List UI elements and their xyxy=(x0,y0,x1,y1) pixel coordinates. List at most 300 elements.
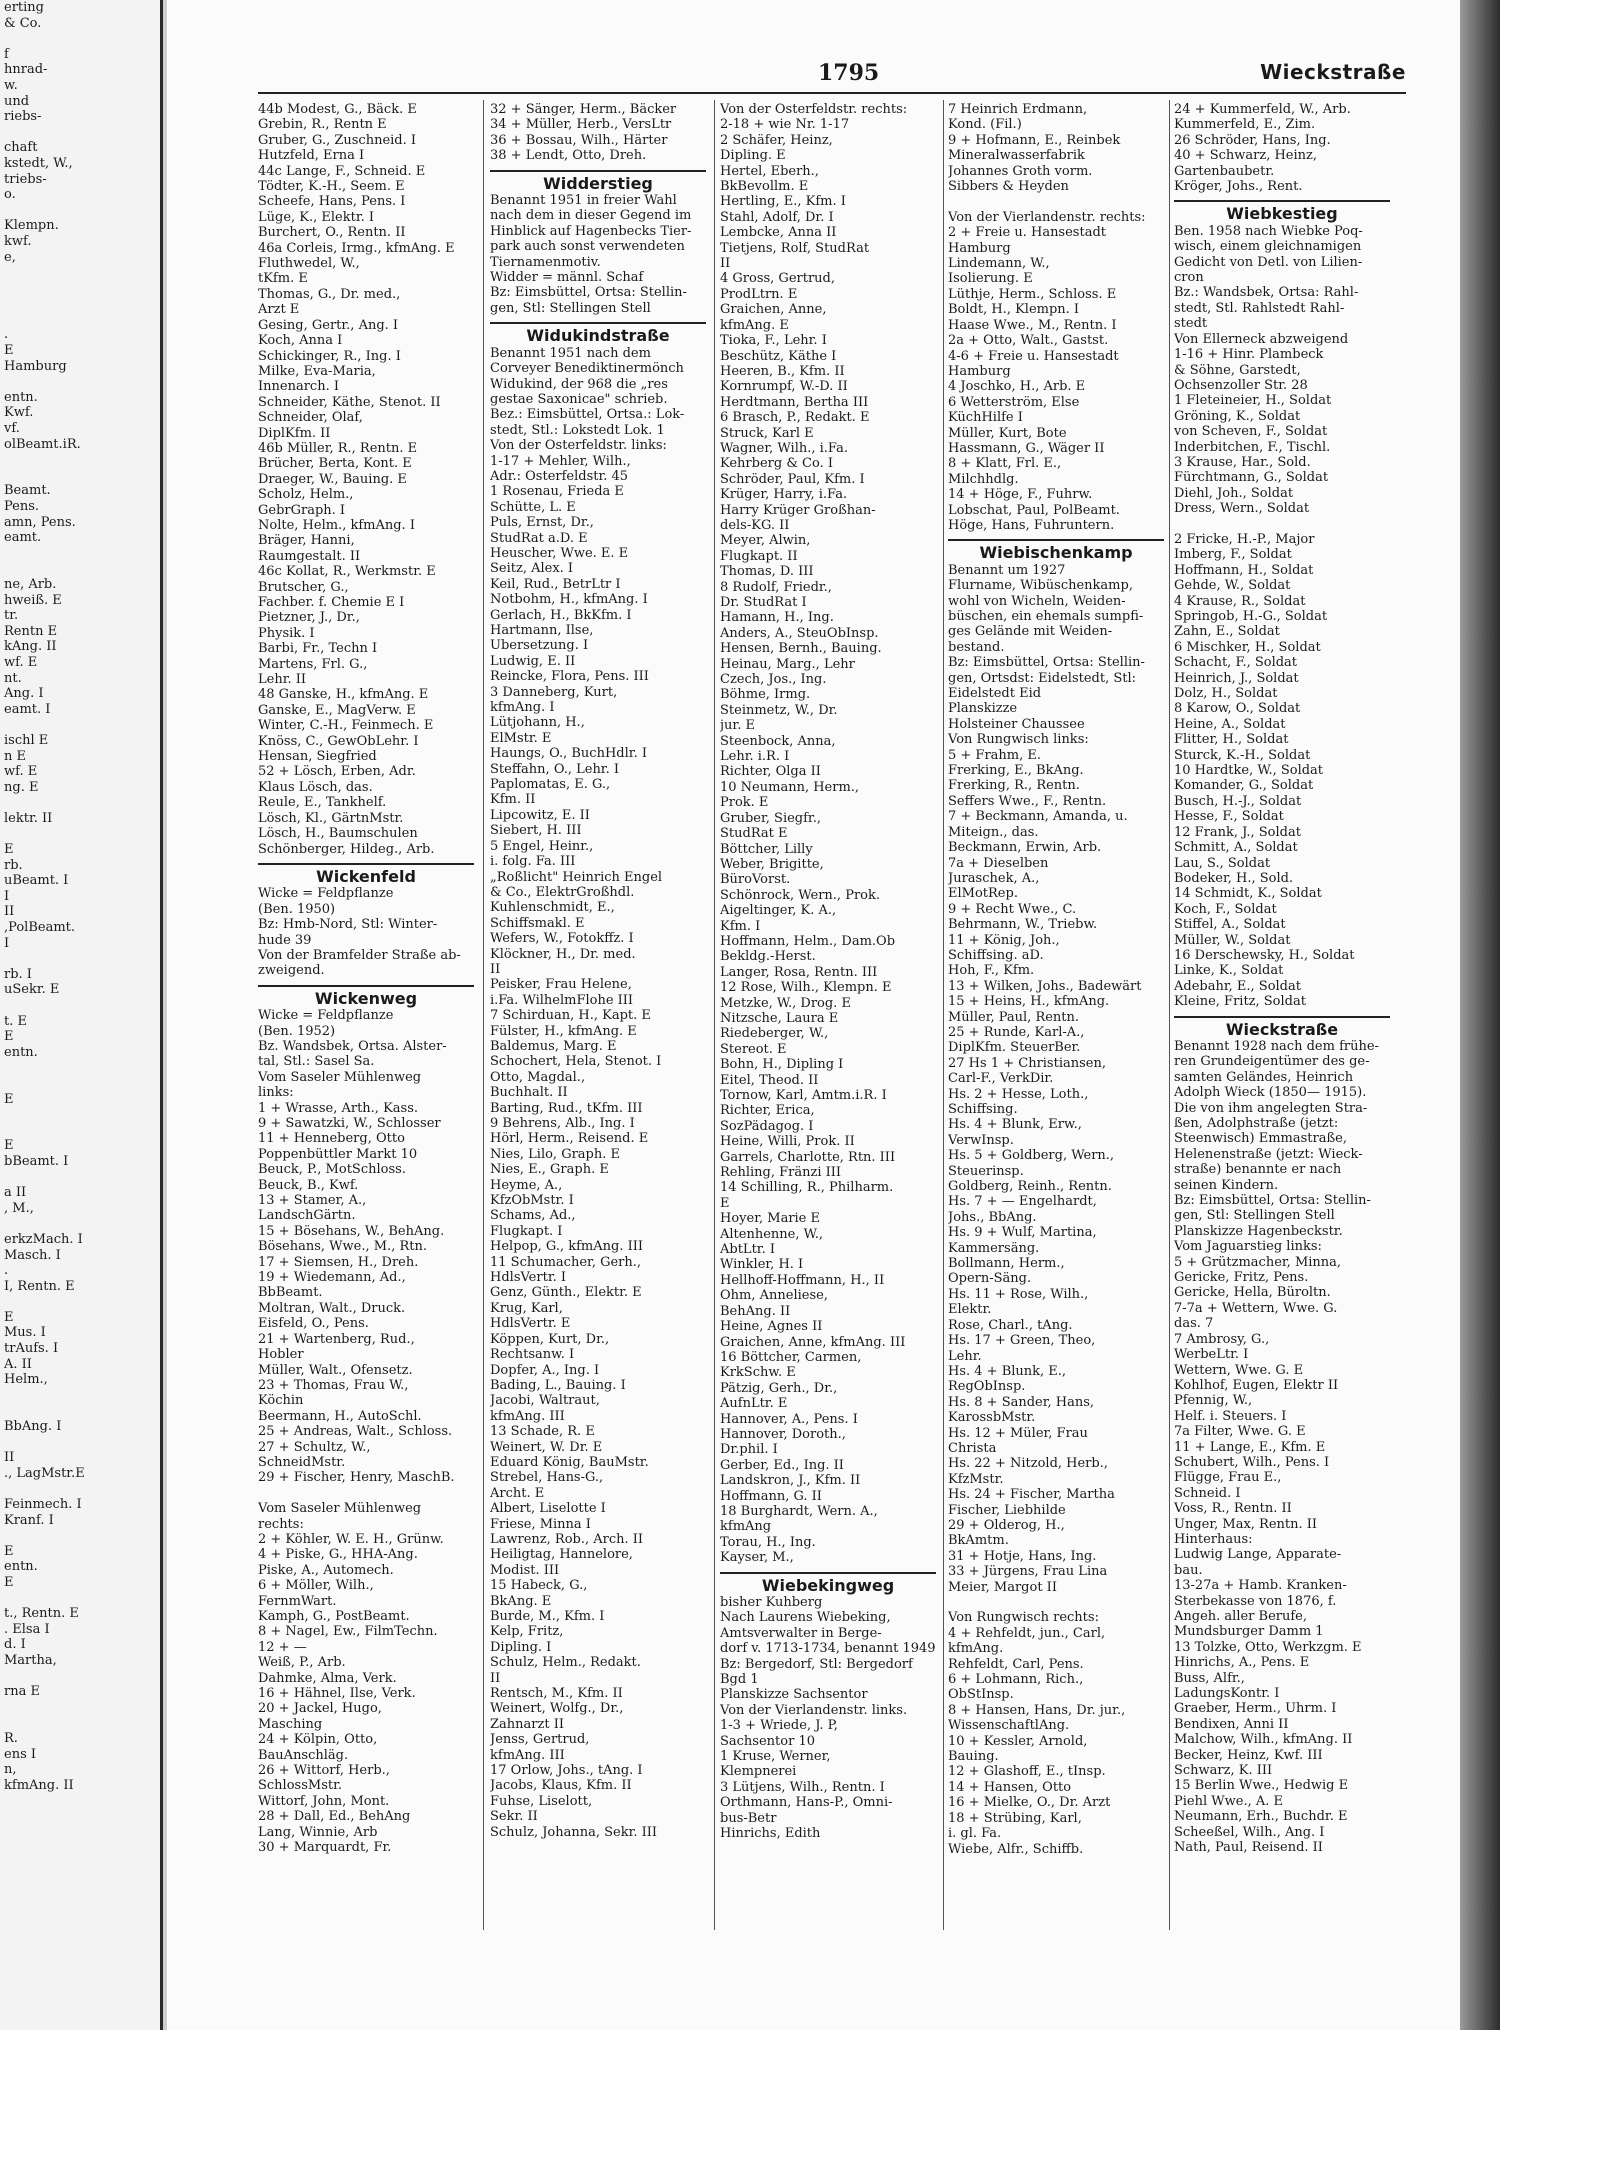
directory-entry: Reincke, Flora, Pens. III xyxy=(490,669,649,685)
directory-entry: 52 + Lösch, Erben, Adr. xyxy=(258,764,416,780)
directory-entry: Lüge, K., Elektr. I xyxy=(258,209,375,225)
directory-entry: 14 Schmidt, K., Soldat xyxy=(1174,886,1322,902)
directory-entry: Bohn, H., Dipling I xyxy=(720,1057,844,1073)
column-divider xyxy=(943,100,944,1930)
directory-entry: Von der Osterfeldstr. links: xyxy=(490,438,667,454)
directory-entry: 46b Müller, R., Rentn. E xyxy=(258,440,418,456)
directory-entry: Von der Bramfelder Straße ab- xyxy=(258,947,461,963)
directory-entry: Voss, R., Rentn. II xyxy=(1174,1501,1292,1517)
directory-entry: Müller, W., Soldat xyxy=(1174,932,1291,948)
margin-fragment xyxy=(0,452,160,468)
directory-entry: Eduard König, BauMstr. xyxy=(490,1454,649,1470)
directory-entry: tal, Stl.: Sasel Sa. xyxy=(258,1054,375,1070)
directory-entry: Angeh. aller Berufe, xyxy=(1174,1609,1307,1624)
margin-fragment: entn. xyxy=(4,389,38,405)
directory-entry: 12 + — xyxy=(258,1639,307,1655)
directory-entry: 4 + Piske, G., HHA-Ang. xyxy=(258,1547,418,1563)
directory-entry: HdlsVertr. E xyxy=(490,1316,571,1332)
directory-entry: bisher Kuhberg xyxy=(720,1595,823,1610)
directory-entry: Wefers, W., Fotokffz. I xyxy=(490,931,634,947)
margin-fragment: I, Rentn. E xyxy=(4,1278,75,1294)
entry-block xyxy=(490,102,706,164)
directory-entry: Keil, Rud., BetrLtr I xyxy=(490,576,621,592)
directory-entry: Müller, Kurt, Bote xyxy=(948,425,1067,441)
directory-entry: kfmAng. E xyxy=(720,317,789,333)
directory-entry: Wicke = Feldpflanze xyxy=(258,1008,394,1024)
directory-entry: Klempnerei xyxy=(720,1764,797,1780)
directory-entry: 17 Orlow, Johs., tAng. I xyxy=(490,1763,643,1779)
directory-entry: Garrels, Charlotte, Rtn. III xyxy=(720,1149,896,1165)
directory-entry: 6 Mischker, H., Soldat xyxy=(1174,639,1321,655)
directory-entry: Lüthje, Herm., Schloss. E xyxy=(948,286,1117,302)
directory-entry: Gehde, W., Soldat xyxy=(1174,578,1291,594)
directory-entry: gestae Saxonicae" schrieb. xyxy=(490,391,668,407)
directory-entry: Bekldg.-Herst. xyxy=(720,949,816,965)
directory-entry: Thomas, G., Dr. med., xyxy=(258,286,401,302)
directory-entry: Gerlach, H., BkKfm. I xyxy=(490,607,632,623)
directory-entry: Hellhoff-Hoffmann, H., II xyxy=(720,1272,885,1288)
margin-fragment: E xyxy=(4,1138,14,1154)
directory-entry: Brutscher, G., xyxy=(258,579,349,595)
directory-entry: Opern-Säng. xyxy=(948,1271,1032,1287)
directory-entry: Tödter, K.-H., Seem. E xyxy=(258,179,405,195)
directory-entry: Graichen, Anne, xyxy=(720,302,827,318)
margin-fragment xyxy=(0,125,160,141)
directory-entry: Hobler xyxy=(258,1347,304,1363)
directory-entry: bestand. xyxy=(948,639,1005,655)
directory-entry: Gericke, Hella, Büroltn. xyxy=(1174,1285,1331,1301)
street-heading: Wiebekingweg xyxy=(720,1572,936,1593)
margin-fragment: kfmAng. II xyxy=(4,1777,74,1793)
column-divider xyxy=(1169,100,1170,1930)
margin-fragment: eamt. I xyxy=(4,701,51,717)
directory-entry: Isolierung. E xyxy=(948,271,1033,287)
directory-entry: Kamph, G., PostBeamt. xyxy=(258,1609,410,1624)
directory-entry: Buchhalt. II xyxy=(490,1085,568,1101)
margin-fragment xyxy=(0,1060,160,1076)
margin-fragment: wf. E xyxy=(4,654,38,670)
margin-fragment xyxy=(0,998,160,1014)
margin-fragment xyxy=(0,546,160,562)
directory-entry: Arzt E xyxy=(258,302,300,318)
margin-fragment: uBeamt. I xyxy=(4,873,69,889)
directory-entry: 8 + Hansen, Hans, Dr. jur., xyxy=(948,1702,1126,1718)
directory-entry: II xyxy=(720,256,731,272)
directory-entry: Kammersäng. xyxy=(948,1240,1040,1256)
directory-entry: 30 + Marquardt, Fr. xyxy=(258,1840,392,1856)
entry-block xyxy=(490,346,706,1840)
directory-entry: Lembcke, Anna II xyxy=(720,225,837,241)
margin-fragment: & Co. xyxy=(4,15,42,31)
directory-entry: 14 + Hansen, Otto xyxy=(948,1779,1072,1795)
directory-entry: Gericke, Fritz, Pens. xyxy=(1174,1270,1309,1286)
directory-column-3 xyxy=(720,102,936,1932)
directory-entry: Schneider, Olaf, xyxy=(258,410,363,426)
street-heading: Widukindstraße xyxy=(490,322,706,343)
directory-entry: Kfm. I xyxy=(720,918,761,934)
directory-entry: Bendixen, Anni II xyxy=(1174,1716,1289,1732)
directory-entry: Lawrenz, Rob., Arch. II xyxy=(490,1531,644,1547)
directory-entry: Nies, E., Graph. E xyxy=(490,1162,609,1178)
directory-entry: dorf v. 1713-1734, benannt 1949 xyxy=(720,1641,936,1657)
directory-entry: 11 + König, Joh., xyxy=(948,932,1060,948)
directory-entry: Dipling. E xyxy=(720,148,786,164)
directory-entry: Steenwisch) Emmastraße, xyxy=(1174,1131,1347,1147)
directory-entry: Mundsburger Damm 1 xyxy=(1174,1624,1324,1640)
directory-entry: Hs. 24 + Fischer, Martha xyxy=(948,1487,1115,1503)
directory-entry: Puls, Ernst, Dr., xyxy=(490,515,594,531)
directory-entry: Bösehans, Wwe., M., Rtn. xyxy=(258,1239,427,1255)
margin-fragment xyxy=(0,312,160,328)
directory-entry: Jacobi, Waltraut, xyxy=(490,1393,600,1409)
directory-entry: Helf. i. Steuers. I xyxy=(1174,1408,1287,1424)
margin-fragment: ne, Arb. xyxy=(4,576,57,592)
entry-block xyxy=(720,102,936,1566)
margin-fragment xyxy=(0,561,160,577)
margin-fragment: und xyxy=(4,93,30,109)
directory-entry: Schulz, Helm., Redakt. xyxy=(490,1655,641,1671)
margin-fragment: Mus. I xyxy=(4,1325,46,1341)
street-heading: Widderstieg xyxy=(490,170,706,191)
directory-entry: Beschütz, Käthe I xyxy=(720,348,837,364)
directory-entry: Lindemann, W., xyxy=(948,256,1050,272)
directory-entry: das. 7 xyxy=(1174,1316,1214,1332)
directory-entry: 4 Gross, Gertrud, xyxy=(720,271,835,287)
margin-fragment: II xyxy=(4,904,15,920)
directory-entry: Steffahn, O., Lehr. I xyxy=(490,761,619,777)
margin-fragment xyxy=(0,265,160,281)
directory-entry: Weiß, P., Arb. xyxy=(258,1655,346,1671)
directory-entry: RegObInsp. xyxy=(948,1379,1026,1395)
directory-entry: Von der Osterfeldstr. rechts: xyxy=(720,102,908,117)
directory-entry: Ohm, Anneliese, xyxy=(720,1288,828,1304)
directory-entry: Schönrock, Wern., Prok. xyxy=(720,887,880,903)
directory-entry: Benannt 1928 nach dem frühe- xyxy=(1174,1038,1379,1054)
margin-fragment xyxy=(0,951,160,967)
margin-fragment: A. II xyxy=(4,1356,32,1372)
directory-entry: Anders, A., SteuObInsp. xyxy=(720,625,879,641)
directory-column-1 xyxy=(258,102,474,1932)
directory-entry: Wagner, Wilh., i.Fa. xyxy=(720,440,848,456)
directory-entry: Nach Laurens Wiebeking, xyxy=(720,1610,891,1626)
directory-entry: 15 + Bösehans, W., BehAng. xyxy=(258,1223,445,1239)
directory-entry: 17 + Siemsen, H., Dreh. xyxy=(258,1254,419,1270)
directory-entry: Graichen, Anne, kfmAng. III xyxy=(720,1334,906,1350)
directory-entry: Nath, Paul, Reisend. II xyxy=(1174,1840,1323,1856)
directory-entry: 12 Rose, Wilh., Klempn. E xyxy=(720,980,892,996)
directory-entry: Jacobs, Klaus, Kfm. II xyxy=(490,1778,632,1794)
directory-entry: Moltran, Walt., Druck. xyxy=(258,1300,406,1316)
directory-entry: Wettern, Wwe. G. E xyxy=(1174,1362,1304,1378)
margin-fragment: Kwf. xyxy=(4,405,34,421)
directory-entry: Archt. E xyxy=(490,1485,545,1501)
directory-entry: HdlsVertr. I xyxy=(490,1270,567,1286)
directory-entry: Corveyer Benediktinermönch xyxy=(490,361,684,377)
directory-entry: Reule, E., Tankhelf. xyxy=(258,795,387,811)
margin-fragment xyxy=(0,296,160,312)
directory-entry: KrkSchw. E xyxy=(720,1365,796,1381)
directory-entry: Hartmann, Ilse, xyxy=(490,623,594,638)
directory-entry: Meier, Margot II xyxy=(948,1579,1057,1595)
directory-entry: Lang, Winnie, Arb xyxy=(258,1824,378,1840)
margin-fragment: olBeamt.iR. xyxy=(4,436,81,452)
directory-entry: Nitzsche, Laura E xyxy=(720,1010,839,1026)
margin-fragment xyxy=(0,1076,160,1092)
directory-entry: Widukind, der 968 die „res xyxy=(490,376,668,392)
directory-entry: 46a Corleis, Irmg., kfmAng. E xyxy=(258,240,455,256)
directory-entry: Schulz, Johanna, Sekr. III xyxy=(490,1824,658,1840)
directory-column-5 xyxy=(1174,102,1390,1932)
directory-entry: Ochsenzoller Str. 28 xyxy=(1174,377,1308,393)
margin-fragment: f xyxy=(4,46,9,62)
directory-entry: hude 39 xyxy=(258,932,312,948)
margin-fragment: Klempn. xyxy=(4,218,59,234)
directory-entry: ElMotRep. xyxy=(948,886,1018,902)
directory-entry: nach dem in dieser Gegend im xyxy=(490,208,692,224)
margin-fragment: e, xyxy=(4,249,16,265)
margin-fragment: triebs- xyxy=(4,171,47,187)
margin-fragment: uSekr. E xyxy=(4,982,60,998)
directory-entry: 8 + Klatt, Frl. E., xyxy=(948,456,1062,472)
directory-entry: Haungs, O., BuchHdlr. I xyxy=(490,746,647,762)
directory-entry: DiplKfm. II xyxy=(258,425,331,441)
margin-fragment: kwf. xyxy=(4,233,32,249)
directory-entry: Czech, Jos., Ing. xyxy=(720,672,827,688)
directory-entry: Pätzig, Gerh., Dr., xyxy=(720,1380,838,1396)
directory-entry: Dr. StudRat I xyxy=(720,595,807,610)
directory-entry: Beermann, H., AutoSchl. xyxy=(258,1408,422,1424)
directory-entry: Eitel, Theod. II xyxy=(720,1072,819,1088)
directory-entry: Vom Saseler Mühlenweg xyxy=(258,1069,422,1085)
directory-entry: i. gl. Fa. xyxy=(948,1826,1002,1842)
directory-entry: Physik. I xyxy=(258,625,315,641)
directory-entry: Wiebe, Alfr., Schiffb. xyxy=(948,1841,1084,1857)
directory-entry: Lütjohann, H., xyxy=(490,715,585,731)
directory-entry: jur. E xyxy=(720,718,755,734)
directory-entry: Kuhlenschmidt, E., xyxy=(490,900,615,916)
directory-entry: Hoyer, Marie E xyxy=(720,1211,821,1227)
directory-entry: Gesing, Gertr., Ang. I xyxy=(258,317,399,333)
directory-entry: Schiffsmakl. E xyxy=(490,915,585,931)
directory-entry: Kayser, M., xyxy=(720,1550,794,1566)
directory-entry: Hoffmann, G. II xyxy=(720,1488,822,1504)
margin-fragment: chaft xyxy=(4,140,38,156)
directory-entry: Langer, Rosa, Rentn. III xyxy=(720,964,878,980)
directory-entry: Rehfeldt, Carl, Pens. xyxy=(948,1656,1084,1672)
directory-entry: Winkler, H. I xyxy=(720,1257,804,1273)
directory-entry: Rose, Charl., tAng. xyxy=(948,1317,1073,1333)
directory-entry: 6 + Lohmann, Rich., xyxy=(948,1672,1084,1688)
directory-entry: Rentsch, M., Kfm. II xyxy=(490,1686,623,1702)
directory-entry: Hutzfeld, Erna I xyxy=(258,148,365,164)
directory-entry: Hannover, Doroth., xyxy=(720,1426,846,1442)
directory-entry: Schneid. I xyxy=(1174,1485,1241,1501)
directory-entry: bus-Betr xyxy=(720,1810,777,1826)
directory-entry: Koch, Anna I xyxy=(258,333,343,349)
directory-entry: KarossbMstr. xyxy=(948,1410,1036,1426)
directory-entry: Lobschat, Paul, PolBeamt. xyxy=(948,502,1120,518)
directory-entry: Helenenstraße (jetzt: Wieck- xyxy=(1174,1146,1363,1162)
directory-entry: 12 + Glashoff, E., tInsp. xyxy=(948,1764,1106,1780)
directory-entry: Richter, Erica, xyxy=(720,1103,815,1119)
directory-entry: Fluthwedel, W., xyxy=(258,256,360,272)
directory-entry: Harry Krüger Großhan- xyxy=(720,502,876,518)
directory-entry: 15 Habeck, G., xyxy=(490,1578,588,1594)
directory-entry: Weinert, Wolfg., Dr., xyxy=(490,1701,624,1717)
margin-fragment: a II xyxy=(4,1185,27,1201)
directory-entry: Lipcowitz, E. II xyxy=(490,807,590,823)
directory-entry: 3 Krause, Har., Sold. xyxy=(1174,454,1311,470)
directory-entry: Torau, H., Ing. xyxy=(720,1534,816,1550)
directory-entry: 11 + Lange, E., Kfm. E xyxy=(1174,1439,1326,1455)
directory-entry: 2 + Köhler, W. E. H., Grünw. xyxy=(258,1531,444,1547)
column-divider xyxy=(483,100,484,1930)
margin-fragment xyxy=(0,281,160,297)
directory-entry: KfzObMstr. I xyxy=(490,1193,574,1209)
directory-entry: Schmitt, A., Soldat xyxy=(1174,840,1298,856)
directory-entry: AbtLtr. I xyxy=(720,1242,775,1258)
directory-entry: Gerber, Ed., Ing. II xyxy=(720,1457,844,1473)
margin-fragment: rna E xyxy=(4,1684,40,1700)
margin-fragment: ng. E xyxy=(4,779,39,795)
directory-entry: Böhme, Irmg. xyxy=(720,687,811,703)
directory-entry: Lehr. xyxy=(948,1348,982,1364)
directory-entry: Schütte, L. E xyxy=(490,499,576,515)
directory-entry: Bz. Wandsbek, Ortsa. Alster- xyxy=(258,1038,447,1054)
margin-fragment: E xyxy=(4,1543,14,1559)
margin-fragment: riebs- xyxy=(4,109,42,125)
directory-entry: WissenschaftlAng. xyxy=(948,1718,1070,1734)
directory-entry: Kleine, Fritz, Soldat xyxy=(1174,994,1306,1010)
directory-entry: Scheeßel, Wilh., Ang. I xyxy=(1174,1824,1325,1840)
directory-entry: 23 + Thomas, Frau W., xyxy=(258,1377,409,1393)
directory-entry: Übersetzung. I xyxy=(490,638,589,654)
margin-fragment: E xyxy=(4,343,14,359)
margin-fragment: E xyxy=(4,1029,14,1045)
directory-entry: Paplomatas, E. G., xyxy=(490,777,611,793)
margin-fragment: rb. I xyxy=(4,966,32,982)
directory-entry: Die von ihm angelegten Stra- xyxy=(1174,1100,1368,1116)
margin-fragment: o. xyxy=(4,187,16,203)
directory-entry: Hamann, H., Ing. xyxy=(720,610,834,626)
margin-fragment xyxy=(0,1388,160,1404)
margin-fragment: E xyxy=(4,842,14,858)
entry-block xyxy=(1174,224,1390,1010)
directory-entry: 14 Schilling, R., Philharm. xyxy=(720,1180,894,1196)
directory-entry: Müller, Walt., Ofensetz. xyxy=(258,1362,413,1378)
directory-entry: Bauing. xyxy=(948,1749,999,1765)
directory-entry: 1 Rosenau, Frieda E xyxy=(490,484,624,500)
entry-block xyxy=(948,563,1164,1857)
directory-entry: Stiffel, A., Soldat xyxy=(1174,917,1286,933)
directory-entry: II xyxy=(490,961,501,977)
directory-entry: Heuscher, Wwe. E. E xyxy=(490,545,629,561)
directory-entry: Hs. 12 + Müler, Frau xyxy=(948,1425,1088,1441)
directory-entry: Malchow, Wilh., kfmAng. II xyxy=(1174,1732,1353,1748)
directory-entry: 2 Fricke, H.-P., Major xyxy=(1174,531,1315,547)
directory-column-4 xyxy=(948,102,1164,1932)
directory-entry: 9 Behrens, Alb., Ing. I xyxy=(490,1116,635,1131)
directory-entry: Hamburg xyxy=(948,363,1011,379)
directory-entry: 29 + Olderog, H., xyxy=(948,1517,1065,1533)
directory-entry: 10 Neumann, Herm., xyxy=(720,779,860,795)
directory-entry: 46c Kollat, R., Werkmstr. E xyxy=(258,564,436,580)
margin-fragment: erting xyxy=(4,0,44,15)
directory-entry: Tietjens, Rolf, StudRat xyxy=(720,240,870,256)
directory-entry: 18 Burghardt, Wern. A., xyxy=(720,1503,878,1519)
directory-entry: Holsteiner Chaussee xyxy=(948,716,1085,732)
directory-entry: Bz: Eimsbüttel, Ortsa: Stellin- xyxy=(490,285,687,301)
directory-entry: Gröning, K., Soldat xyxy=(1174,408,1301,424)
directory-entry: & Söhne, Garstedt, xyxy=(1174,362,1301,378)
directory-entry: ObStInsp. xyxy=(948,1687,1014,1703)
directory-entry: 2 Schäfer, Heinz, xyxy=(720,132,833,148)
directory-entry: stedt, Stl. Rahlstedt Rahl- xyxy=(1174,300,1345,316)
directory-entry: 24 + Kummerfeld, W., Arb. xyxy=(1174,102,1351,117)
directory-entry: 38 + Lendt, Otto, Dreh. xyxy=(490,148,647,164)
directory-entry: Altenhenne, W., xyxy=(720,1226,823,1242)
directory-entry: Vom Saseler Mühlenweg xyxy=(258,1501,422,1517)
directory-entry: ges Gelände mit Weiden- xyxy=(948,624,1113,640)
directory-entry: Gartenbaubetr. xyxy=(1174,163,1275,179)
directory-entry: Klaus Lösch, das. xyxy=(258,779,373,795)
directory-entry: Milchhdlg. xyxy=(948,471,1019,487)
margin-fragment xyxy=(0,826,160,842)
directory-entry: Bading, L., Bauing. I xyxy=(490,1377,626,1393)
directory-entry: ren Grundeigentümer des ge- xyxy=(1174,1054,1370,1070)
directory-entry: Flugkapt. I xyxy=(490,1223,563,1239)
directory-entry: Hensan, Siegfried xyxy=(258,749,377,765)
margin-fragment: entn. xyxy=(4,1044,38,1060)
directory-entry: 2 + Freie u. Hansestadt xyxy=(948,225,1106,241)
directory-entry: (Ben. 1950) xyxy=(258,901,336,917)
directory-entry: Metzke, W., Drog. E xyxy=(720,995,851,1011)
directory-entry: Schröder, Paul, Kfm. I xyxy=(720,471,865,487)
directory-entry: Behrmann, W., Triebw. xyxy=(948,917,1098,933)
directory-entry xyxy=(258,1486,474,1501)
margin-fragment: w. xyxy=(4,77,18,93)
directory-entry: Steinmetz, W., Dr. xyxy=(720,702,838,718)
directory-entry: zweigend. xyxy=(258,963,325,979)
directory-entry: Von Ellerneck abzweigend xyxy=(1174,331,1349,347)
directory-entry: 36 + Bossau, Wilh., Härter xyxy=(490,132,668,148)
margin-fragment: ischl E xyxy=(4,732,49,748)
directory-entry: ProdLtrn. E xyxy=(720,286,798,302)
directory-entry: Kelp, Fritz, xyxy=(490,1624,564,1640)
directory-entry: Lehr. i.R. I xyxy=(720,749,790,765)
margin-fragment: Martha, xyxy=(4,1652,57,1668)
directory-entry: Frerking, R., Rentn. xyxy=(948,778,1080,794)
directory-entry: 9 + Recht Wwe., C. xyxy=(948,901,1077,917)
directory-entry: Masching xyxy=(258,1716,323,1732)
directory-entry: Flügge, Frau E., xyxy=(1174,1470,1282,1486)
margin-fragment xyxy=(0,1107,160,1123)
directory-entry: Herdtmann, Bertha III xyxy=(720,394,869,410)
directory-entry: Raumgestalt. II xyxy=(258,548,361,564)
directory-entry: Wicke = Feldpflanze xyxy=(258,886,394,902)
directory-entry: Ludwig, E. II xyxy=(490,653,576,669)
directory-entry: Eisfeld, O., Pens. xyxy=(258,1316,369,1332)
directory-entry: Kröger, Johs., Rent. xyxy=(1174,179,1303,195)
directory-entry: Eidelstedt Eid xyxy=(948,686,1042,702)
directory-entry: Hs. 17 + Green, Theo, xyxy=(948,1333,1096,1349)
directory-entry: 26 Schröder, Hans, Ing. xyxy=(1174,132,1331,148)
directory-entry: Hs. 2 + Hesse, Loth., xyxy=(948,1086,1089,1102)
directory-entry: Orthmann, Hans-P., Omni- xyxy=(720,1795,893,1811)
directory-entry: 16 Derschewsky, H., Soldat xyxy=(1174,947,1355,963)
directory-entry: kfmAng. III xyxy=(490,1408,565,1424)
directory-entry: Schönberger, Hildeg., Arb. xyxy=(258,841,435,857)
